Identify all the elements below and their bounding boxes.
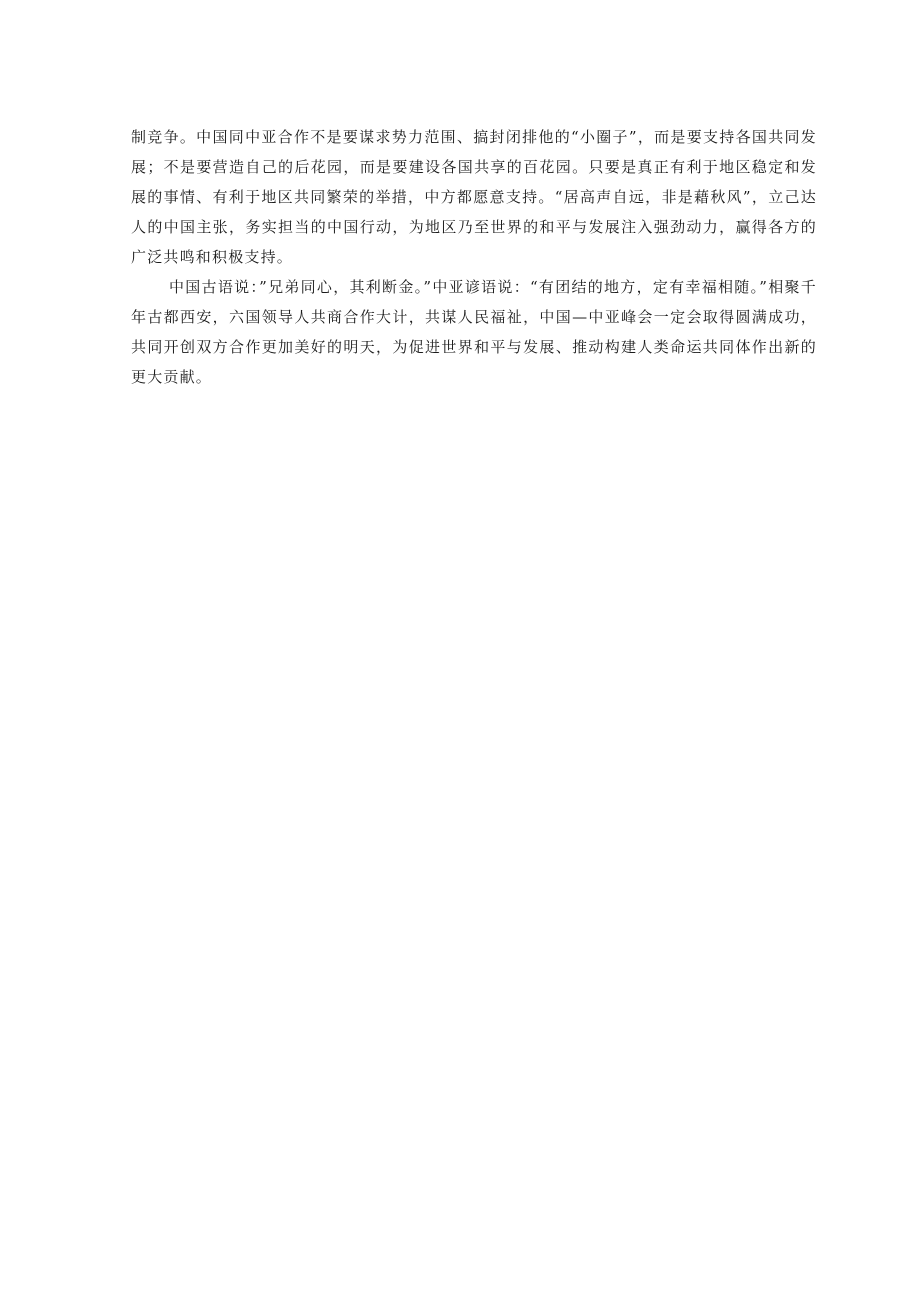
document-body	[131, 122, 817, 392]
paragraph-continuation: 制竞争。中国同中亚合作不是要谋求势力范围、搞封闭排他的“小圈子”，而是要支持各国共同发展；不是要营造自己的后花园，而是要建设各国共享的百花园。只要是真正有利于地区稳定和发展的事情、有利于地区共同繁荣的举措，中方都愿意支持。“居高声自远，非是藉秋风”，立己达人的中国主张，务实担当的中国行动，为地区乃至世界的和平与发展注入强劲动力，赢得各方的广泛共鸣和积极支持。	[131, 128, 817, 266]
paragraph-closing: 中国古语说：”兄弟同心，其利断金。”中亚谚语说：“有团结的地方，定有幸福相随。”相聚千年古都西安，六国领导人共商合作大计，共谋人民福祉，中国—中亚峰会一定会取得圆满成功，共同开创双方合作更加美好的明天，为促进世界和平与发展、推动构建人类命运共同体作出新的更大贡献。	[131, 278, 817, 386]
